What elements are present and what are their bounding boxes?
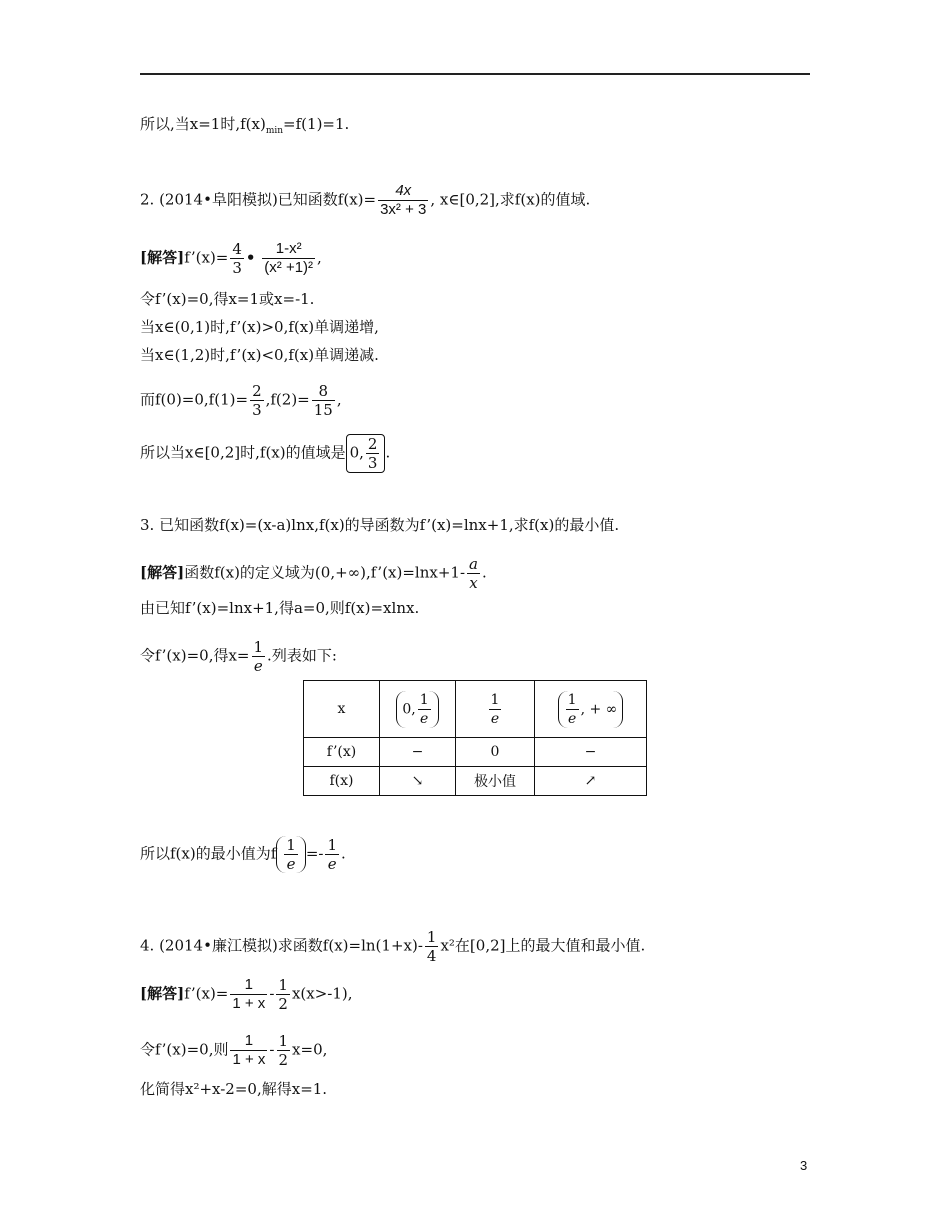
table-cell: − xyxy=(535,738,647,767)
problem-2: 2. (2014•阜阳模拟)已知函数f(x)= $\frac{4x}{\text{3x² + 3}}$ , x∈[0,2],求f(x)的值域. xyxy=(140,182,591,218)
solution-3-line-4: 所以f(x)的最小值为f $\frac{1}{e}$ =- $\frac{1}{e}$ . xyxy=(140,836,346,873)
solution-3-line-3: 令f’(x)=0,得x= $\frac{1}{e}$ .列表如下: xyxy=(140,638,337,675)
sign-table xyxy=(303,680,647,796)
table-cell: − xyxy=(380,738,456,767)
solution-2-line-1: [解答]f’(x)= $\frac{4}{3}$ • $\frac{\text{1-x²}}{\text{(x² +1)²}}$ , xyxy=(140,240,322,277)
solution-3-line-1: [解答]函数f(x)的定义域为(0,+∞),f’(x)=lnx+1- $\frac{a}{x}$ . xyxy=(140,555,487,592)
table-cell: $\frac{1}{e}$ xyxy=(456,681,535,738)
page-number: 3 xyxy=(800,1158,808,1173)
solution-2-line-2: 令f’(x)=0,得x=1或x=-1. xyxy=(140,290,315,308)
table-cell: 极小值 xyxy=(456,767,535,796)
solution-2-line-6: 所以当x∈[0,2]时,f(x)的值域是 0, $\frac{2}{3}$ . xyxy=(140,435,391,472)
solution-3-line-2: 由已知f’(x)=lnx+1,得a=0,则f(x)=xlnx. xyxy=(140,599,420,617)
table-cell: 0 xyxy=(456,738,535,767)
table-header-row xyxy=(304,681,647,738)
table-cell: x xyxy=(304,681,380,738)
table-cell: 0, $\frac{1}{e}$ xyxy=(380,681,456,738)
table-cell: ↘ xyxy=(380,767,456,796)
problem-3: 3. 已知函数f(x)=(x-a)lnx,f(x)的导函数为f’(x)=lnx+1,求f(x)的最小值. xyxy=(140,516,620,534)
solution-2-line-5: 而f(0)=0,f(1)= $\frac{2}{3}$ ,f(2)= $\frac{8}{15}$ , xyxy=(140,382,342,419)
solution-2-line-4: 当x∈(1,2)时,f’(x)<0,f(x)单调递减. xyxy=(140,346,379,364)
table-row xyxy=(304,738,647,767)
solution-4-line-2: 令f’(x)=0,则 $\frac{1}{1 + x}$ - $\frac{1}{2}$ x=0, xyxy=(140,1032,328,1069)
solution-4-line-1: [解答]f’(x)= $\frac{1}{1 + x}$ - $\frac{1}{2}$ x(x>-1), xyxy=(140,976,353,1013)
line-min-value: 所以,当x=1时$,f(x)_{min}=f(1)=1$. xyxy=(140,115,350,136)
table-cell: $\frac{1}{e}$ , + ∞ xyxy=(535,681,647,738)
solution-4-line-3: 化简得x²+x-2=0,解得x=1. xyxy=(140,1080,328,1098)
table-cell: f(x) xyxy=(304,767,380,796)
table-cell: ↗ xyxy=(535,767,647,796)
table-cell: f’(x) xyxy=(304,738,380,767)
solution-2-line-3: 当x∈(0,1)时,f’(x)>0,f(x)单调递增, xyxy=(140,318,379,336)
problem-4: 4. (2014•廉江模拟)求函数f(x)=ln(1+x)- $\frac{1}{4}$ x²在[0,2]上的最大值和最小值. xyxy=(140,928,646,965)
table-row xyxy=(304,767,647,796)
header-rule xyxy=(140,73,810,75)
